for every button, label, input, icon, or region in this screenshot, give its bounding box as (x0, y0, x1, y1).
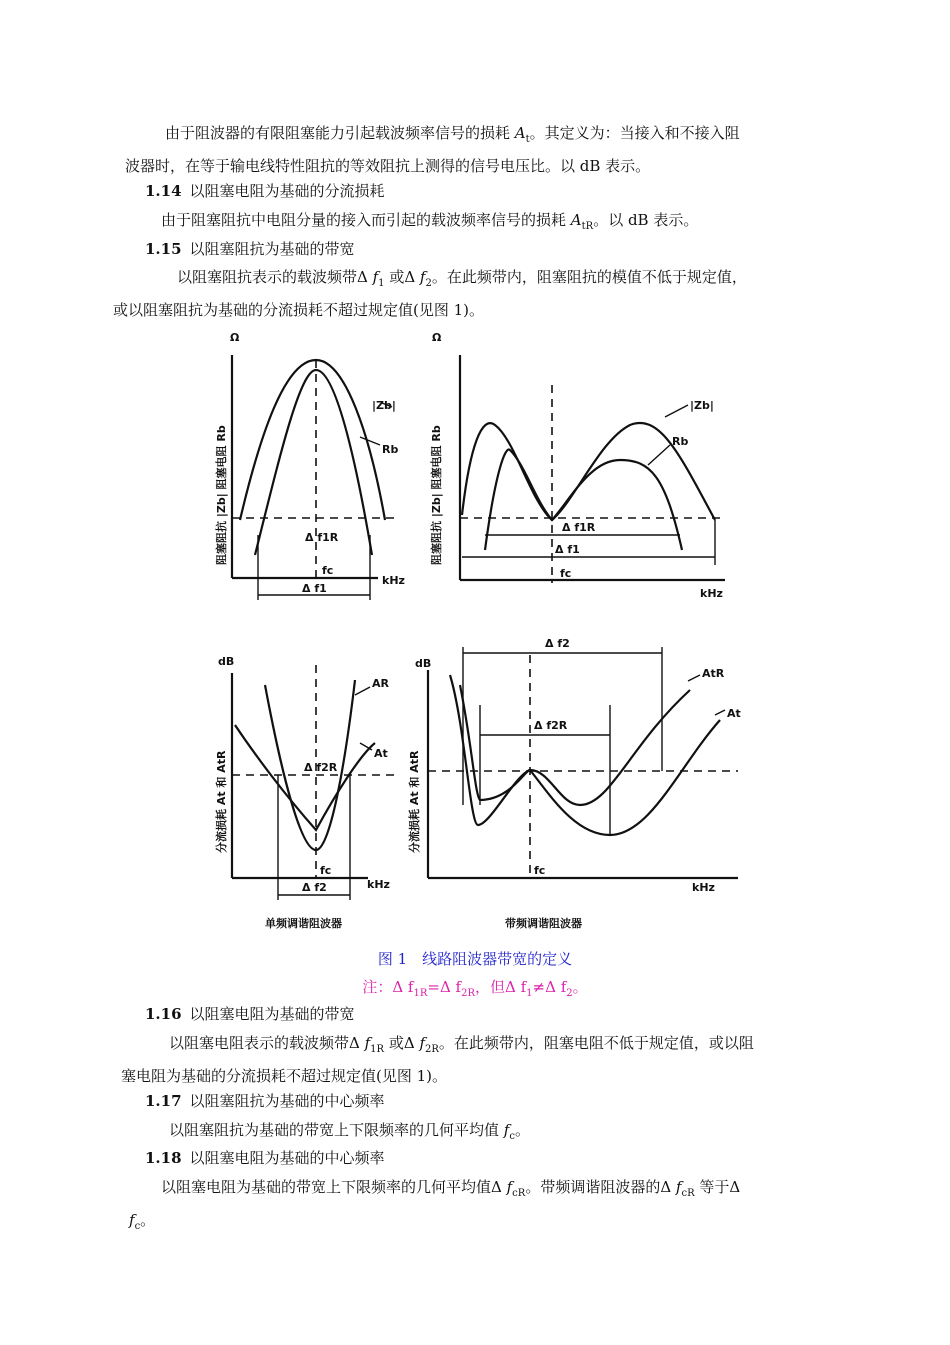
body-text-3: 等于Δ (694, 1178, 741, 1196)
note-sub: 2 (566, 988, 573, 999)
note-sub: 1 (526, 988, 533, 999)
section-number: 1.18 (145, 1149, 182, 1167)
section-title: 以阻塞电阻为基础的带宽 (189, 1005, 355, 1023)
symbol-sub: cR (681, 1188, 695, 1199)
figure-1 (210, 325, 750, 940)
tl-xunit: kHz (382, 574, 405, 587)
symbol-f: f (503, 1121, 510, 1139)
tl-label-df1r: Δ f1R (305, 531, 339, 544)
br-label-df2: Δ f2 (545, 637, 570, 650)
bl-curve-at (235, 725, 375, 830)
bl-unit: dB (218, 655, 235, 668)
tr-label-df1: Δ f1 (555, 543, 580, 556)
section-1-18-body (129, 1174, 815, 1240)
tr-ylabel: 阻塞阻抗 |Zb| 阻塞电阻 Rb (430, 425, 443, 565)
tl-unit: Ω (230, 331, 240, 344)
bl-label-ar: AR (372, 677, 389, 690)
section-1-14-body (145, 207, 831, 240)
symbol-sub: t (525, 134, 530, 145)
bl-xunit: kHz (367, 878, 390, 891)
tr-unit: Ω (432, 331, 442, 344)
note-text: ≠Δ f (532, 978, 567, 996)
br-label-atr: AtR (702, 667, 725, 680)
note-sub: 2R (461, 988, 476, 999)
section-1-18-heading (145, 1147, 385, 1169)
symbol-f: f (372, 268, 379, 286)
symbol-sub: tR (581, 221, 594, 232)
symbol-sub: 1 (378, 278, 385, 289)
tl-ylabel: 阻塞阻抗 |Zb| 阻塞电阻 Rb (215, 425, 228, 565)
br-unit: dB (415, 657, 432, 670)
tl-curve-rb (255, 370, 372, 555)
symbol-f: f (364, 1034, 371, 1052)
symbol-f: f (129, 1211, 135, 1229)
br-xunit: kHz (692, 881, 715, 894)
section-1-16-body (121, 1030, 815, 1090)
body-text-or: 或Δ (384, 1034, 420, 1052)
body-text: 由于阻塞阻抗中电阻分量的接入而引起的载波频率信号的损耗 (161, 211, 571, 229)
tr-label-fc: fc (560, 567, 572, 580)
section-1-17-heading (145, 1090, 385, 1112)
tl-curve-zb (240, 360, 385, 520)
symbol-sub: c (134, 1221, 141, 1232)
bl-label-fc: fc (320, 864, 332, 877)
note-text: ，但Δ f (475, 978, 527, 996)
br-leader (715, 710, 725, 715)
symbol-sub: 2 (425, 278, 432, 289)
br-label-at: At (727, 707, 741, 720)
br-leader (688, 675, 700, 681)
tr-leader (665, 405, 688, 417)
section-1-15-heading (145, 238, 355, 260)
note-text: =Δ f (427, 978, 462, 996)
body-text-or: 或Δ (384, 268, 420, 286)
symbol-A: A (514, 124, 526, 142)
note-sub: 1R (413, 988, 428, 999)
symbol-A: A (570, 211, 582, 229)
symbol-f: f (419, 268, 426, 286)
body-text-2: 。带频调谐阻波器的Δ (525, 1178, 676, 1196)
intro-text-1: 由于阻波器的有限阻塞能力引起载波频率信号的损耗 (165, 124, 515, 142)
section-number: 1.14 (145, 182, 182, 200)
tl-label-fc: fc (322, 564, 334, 577)
section-1-14-heading (145, 180, 385, 202)
symbol-sub: 2R (425, 1044, 439, 1055)
tl-label-df1: Δ f1 (302, 582, 327, 595)
tl-label-rb: Rb (382, 443, 399, 456)
section-number: 1.17 (145, 1092, 182, 1110)
symbol-f: f (675, 1178, 682, 1196)
body-text-2: 。在此频带内，阻塞阻抗的模值不低于规定值， (431, 268, 747, 286)
intro-paragraph (125, 120, 815, 180)
section-title: 以阻塞电阻为基础的中心频率 (189, 1149, 385, 1167)
br-curve-atr (450, 675, 690, 825)
body-text-end: 。 (140, 1211, 156, 1229)
symbol-sub: c (509, 1131, 515, 1142)
tl-label-zb: |Zb| (372, 399, 396, 412)
section-number: 1.16 (145, 1005, 182, 1023)
tr-label-df1r: Δ f1R (562, 521, 596, 534)
body-text-end: 。以 dB 表示。 (593, 211, 699, 229)
body-text: 以阻塞电阻为基础的带宽上下限频率的几何平均值Δ (161, 1178, 507, 1196)
symbol-f: f (506, 1178, 513, 1196)
body-text-2: 。在此频带内，阻塞电阻不低于规定值，或以阻 (438, 1034, 754, 1052)
body-text: 以阻塞阻抗为基础的带宽上下限频率的几何平均值 (169, 1121, 504, 1139)
br-label-df2r: Δ f2R (534, 719, 568, 732)
bl-label-df2r: Δ f2R (304, 761, 338, 774)
section-1-15-body (113, 264, 815, 324)
body-text-end: 。 (514, 1121, 530, 1139)
br-caption: 带频调谐阻波器 (505, 917, 582, 930)
body-text: 以阻塞阻抗表示的载波频带Δ (177, 268, 373, 286)
bl-ylabel: 分流损耗 At 和 AtR (215, 750, 228, 853)
section-title: 以阻塞电阻为基础的分流损耗 (189, 182, 385, 200)
symbol-f: f (419, 1034, 426, 1052)
bl-label-at: At (374, 747, 388, 760)
bl-leader (355, 687, 370, 695)
intro-text-2: 。其定义为：当接入和不接入阻 (529, 124, 740, 142)
body-text: 以阻塞电阻表示的载波频带Δ (169, 1034, 365, 1052)
figure-caption: 图 1 线路阻波器带宽的定义 (377, 950, 573, 968)
tr-xunit: kHz (700, 587, 723, 600)
symbol-sub: 1R (370, 1044, 385, 1055)
section-1-16-heading (145, 1003, 355, 1025)
intro-text-3: 波器时，在等于输电线特性阻抗的等效阻抗上测得的信号电压比。以 dB 表示。 (125, 157, 651, 175)
note-text: 注：Δ f (362, 978, 414, 996)
section-number: 1.15 (145, 240, 182, 258)
section-title: 以阻塞阻抗为基础的带宽 (189, 240, 355, 258)
tr-label-zb: |Zb| (690, 399, 714, 412)
figure-note (0, 976, 950, 999)
tl-leader (360, 437, 380, 445)
br-label-fc: fc (534, 864, 546, 877)
section-1-17-body (145, 1117, 815, 1150)
tr-label-rb: Rb (672, 435, 689, 448)
br-ylabel: 分流损耗 At 和 AtR (408, 750, 421, 853)
symbol-sub: cR (512, 1188, 526, 1199)
bl-caption: 单频调谐阻波器 (265, 917, 342, 930)
br-curve-at (460, 685, 720, 835)
bl-label-df2: Δ f2 (302, 881, 327, 894)
section-title: 以阻塞阻抗为基础的中心频率 (189, 1092, 385, 1110)
body-text-3: 塞电阻为基础的分流损耗不超过规定值(见图 1)。 (121, 1067, 448, 1085)
body-text-3: 或以阻塞阻抗为基础的分流损耗不超过规定值(见图 1)。 (113, 301, 485, 319)
tr-leader (648, 445, 670, 465)
note-text: 。 (572, 978, 588, 996)
